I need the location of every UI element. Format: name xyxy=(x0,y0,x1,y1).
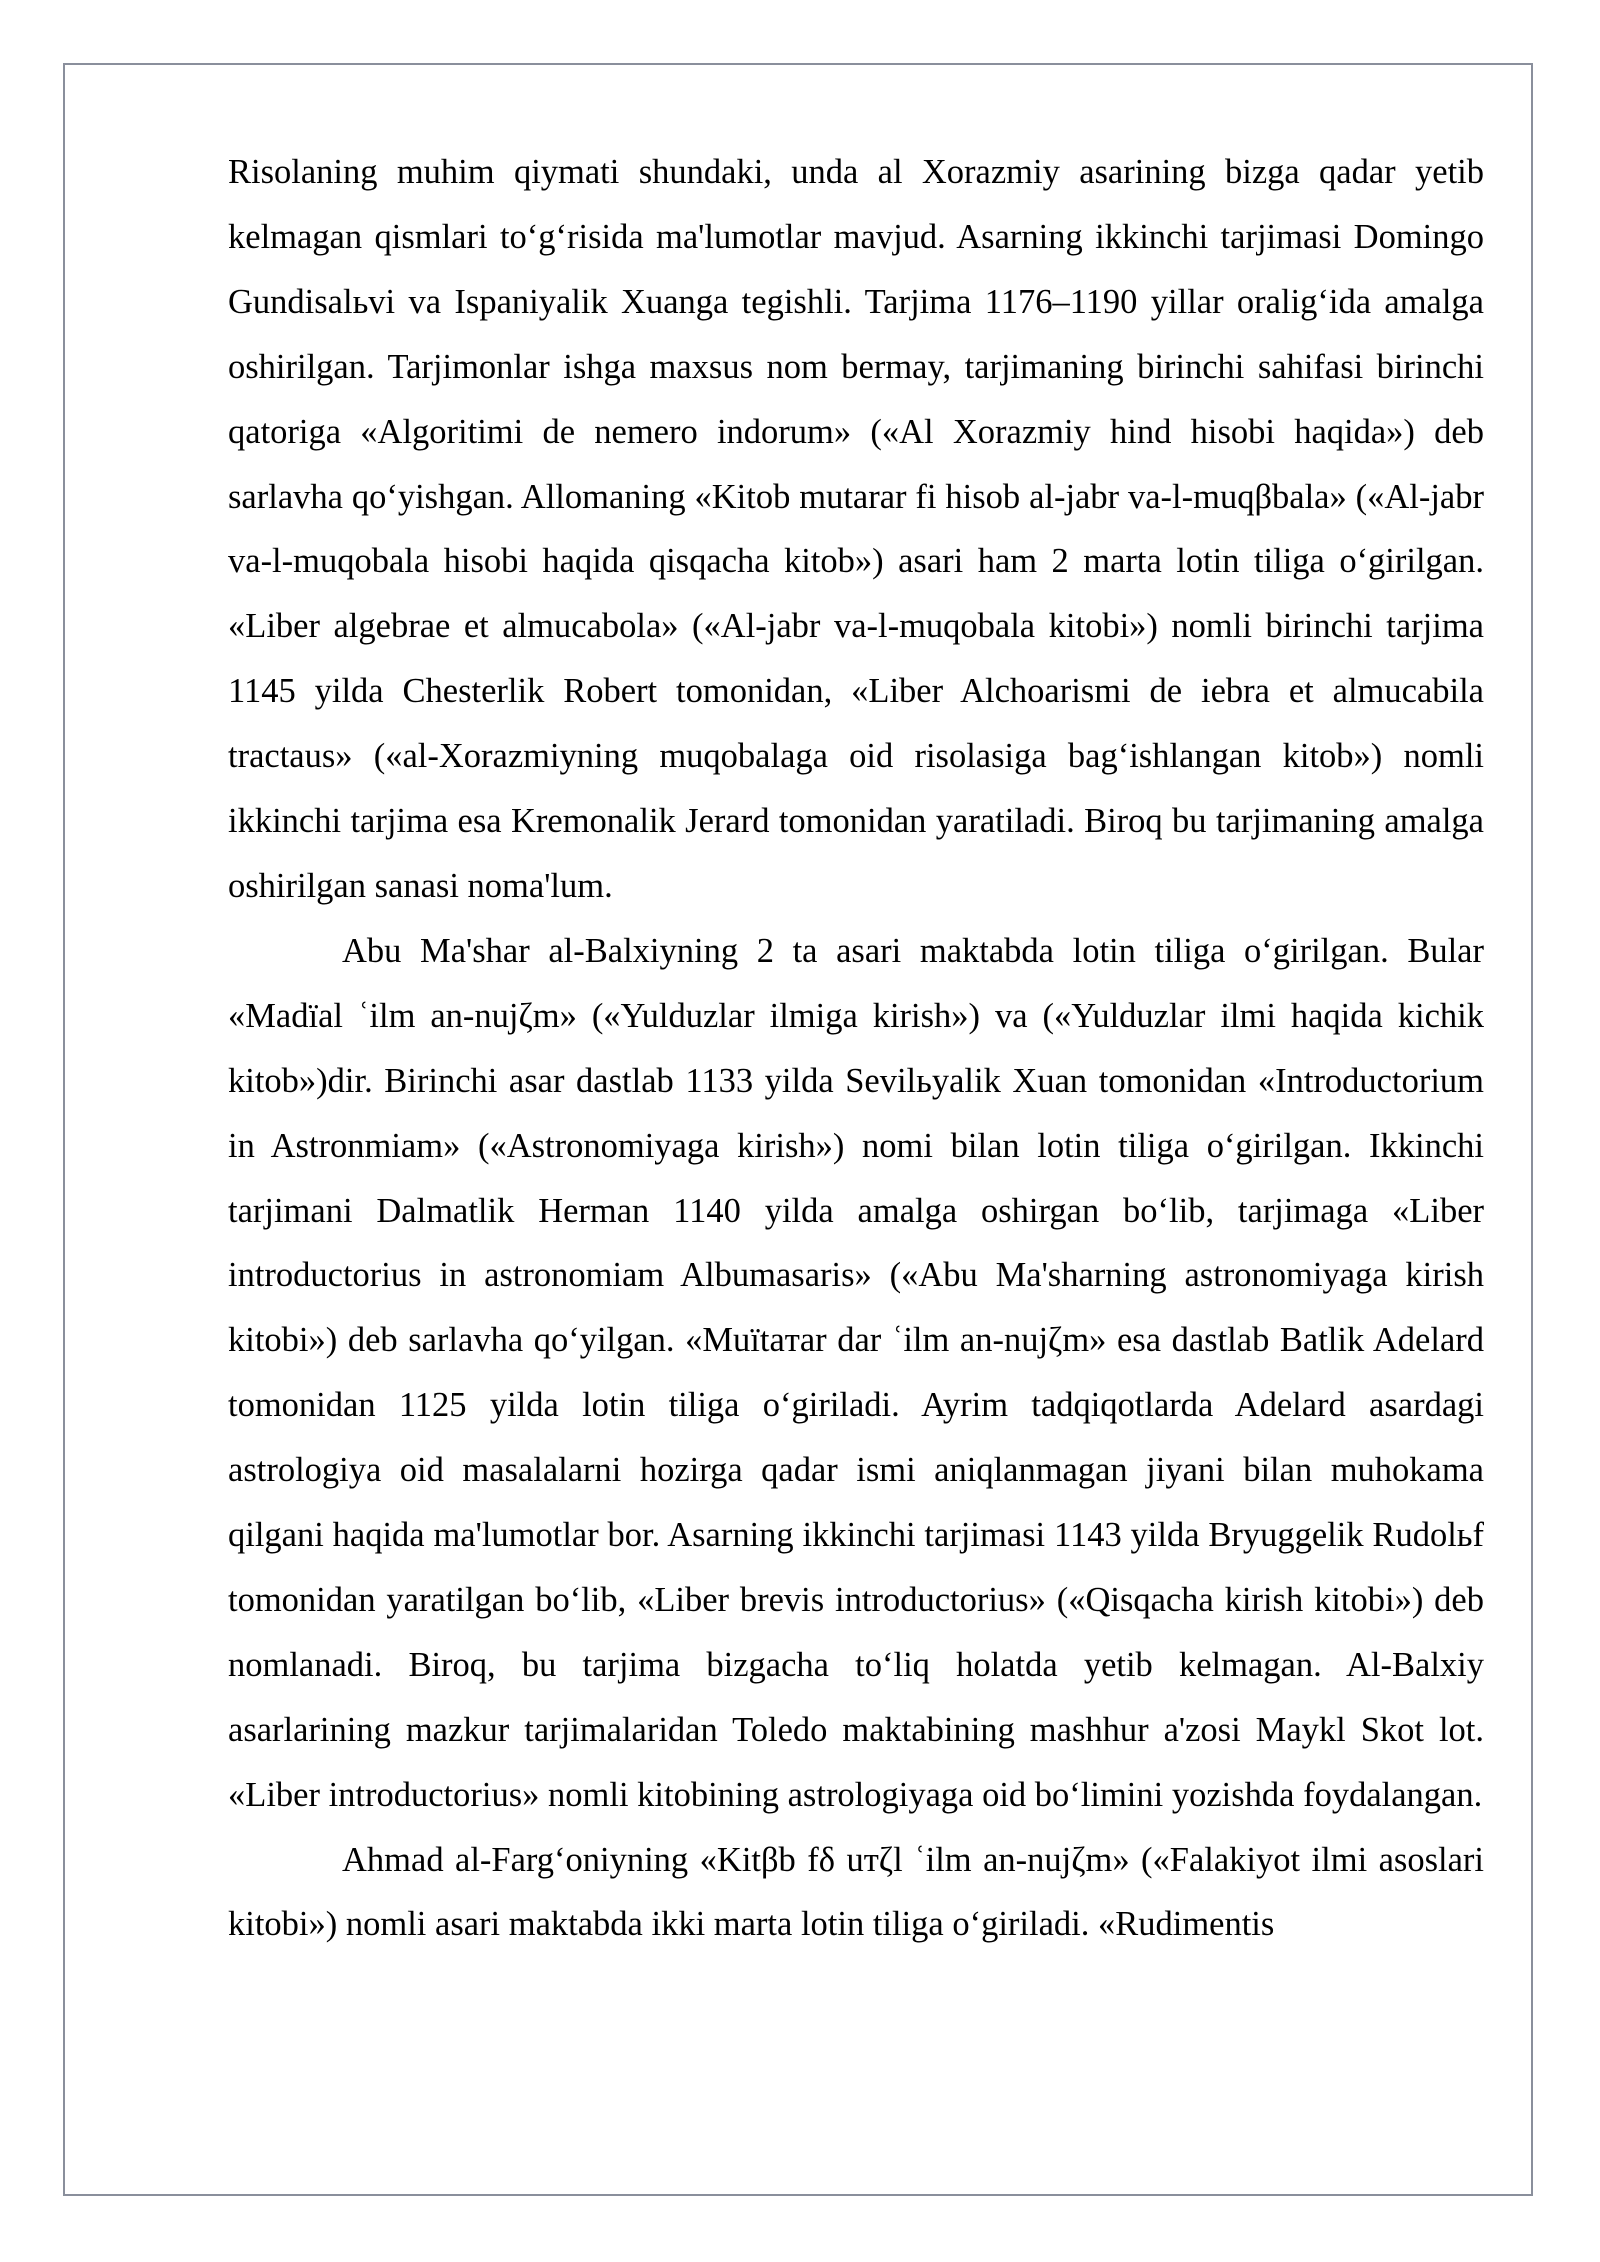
paragraph-2: Abu Ma'shar al-Balxiyning 2 ta asari maktabda lotin tiliga o‘girilgan. Bular «Madїal ʿilm an-nujζm» («Yulduzlar ilmiga kirish») va («Yulduzlar ilmi haqida kichik kitob»)dir. Birinchi asar dastlab 1133 yilda Sevilьyalik Xuan tomonidan «Introductorium in Astronmiam» («Astronomiyaga kirish») nomi bilan lotin tiliga o‘girilgan. Ikkinchi tarjimani Dalmatlik Herman 1140 yilda amalga oshirgan bo‘lib, tarjimaga «Liber introductorius in astronomiam Albumasaris» («Abu Ma'sharning astronomiyaga kirish kitobi») deb sarlavha qo‘yilgan. «Muїtaтar dar ʿilm an-nujζm» esa dastlab Batlik Adelard tomonidan 1125 yilda lotin tiliga o‘giriladi. Ayrim tadqiqotlarda Adelard asardagi astrologiya oid masalalarni hozirga qadar ismi aniqlanmagan jiyani bilan muhokama qilgani haqida ma'lumotlar bor. Asarning ikkinchi tarjimasi 1143 yilda Bryuggelik Rudolьf tomonidan yaratilgan bo‘lib, «Liber brevis introductorius» («Qisqacha kirish kitobi») deb nomlanadi. Biroq, bu tarjima bizgacha to‘liq holatda yetib kelmagan. Al-Balxiy asarlarining mazkur tarjimalaridan Toledo maktabining mashhur a'zosi Maykl Skot lot. «Liber introductorius» nomli kitobining astrologiyaga oid bo‘limini yozishda foydalangan. xyxy=(228,931,1484,1814)
document-body xyxy=(228,140,1484,1957)
paragraph-3: Ahmad al-Farg‘oniyning «Kitβb fδ uтζl ʿilm an-nujζm» («Falakiyot ilmi asoslari kitobi») nomli asari maktabda ikki marta lotin tiliga o‘giriladi. «Rudimentis xyxy=(228,1840,1484,1944)
paragraph-1: Risolaning muhim qiymati shundaki, unda al Xorazmiy asarining bizga qadar yetib kelmagan qismlari to‘g‘risida ma'lumotlar mavjud. Asarning ikkinchi tarjimasi Domingo Gundisalьvi va Ispaniyalik Xuanga tegishli. Tarjima 1176–1190 yillar oralig‘ida amalga oshirilgan. Tarjimonlar ishga maxsus nom bermay, tarjimaning birinchi sahifasi birinchi qatoriga «Algoritimi de nemero indorum» («Al Xorazmiy hind hisobi haqida») deb sarlavha qo‘yishgan. Allomaning «Kitob mutarar fi hisob al-jabr va-l-muqβbala» («Al-jabr va-l-muqobala hisobi haqida qisqacha kitob») asari ham 2 marta lotin tiliga o‘girilgan. «Liber algebrae et almucabola» («Al-jabr va-l-muqobala kitobi») nomli birinchi tarjima 1145 yilda Chesterlik Robert tomonidan, «Liber Alchoarismi de iebra et almucabila tractaus» («al-Xorazmiyning muqobalaga oid risolasiga bag‘ishlangan kitob») nomli ikkinchi tarjima esa Kremonalik Jerard tomonidan yaratiladi. Biroq bu tarjimaning amalga oshirilgan sanasi noma'lum. xyxy=(228,153,1484,905)
